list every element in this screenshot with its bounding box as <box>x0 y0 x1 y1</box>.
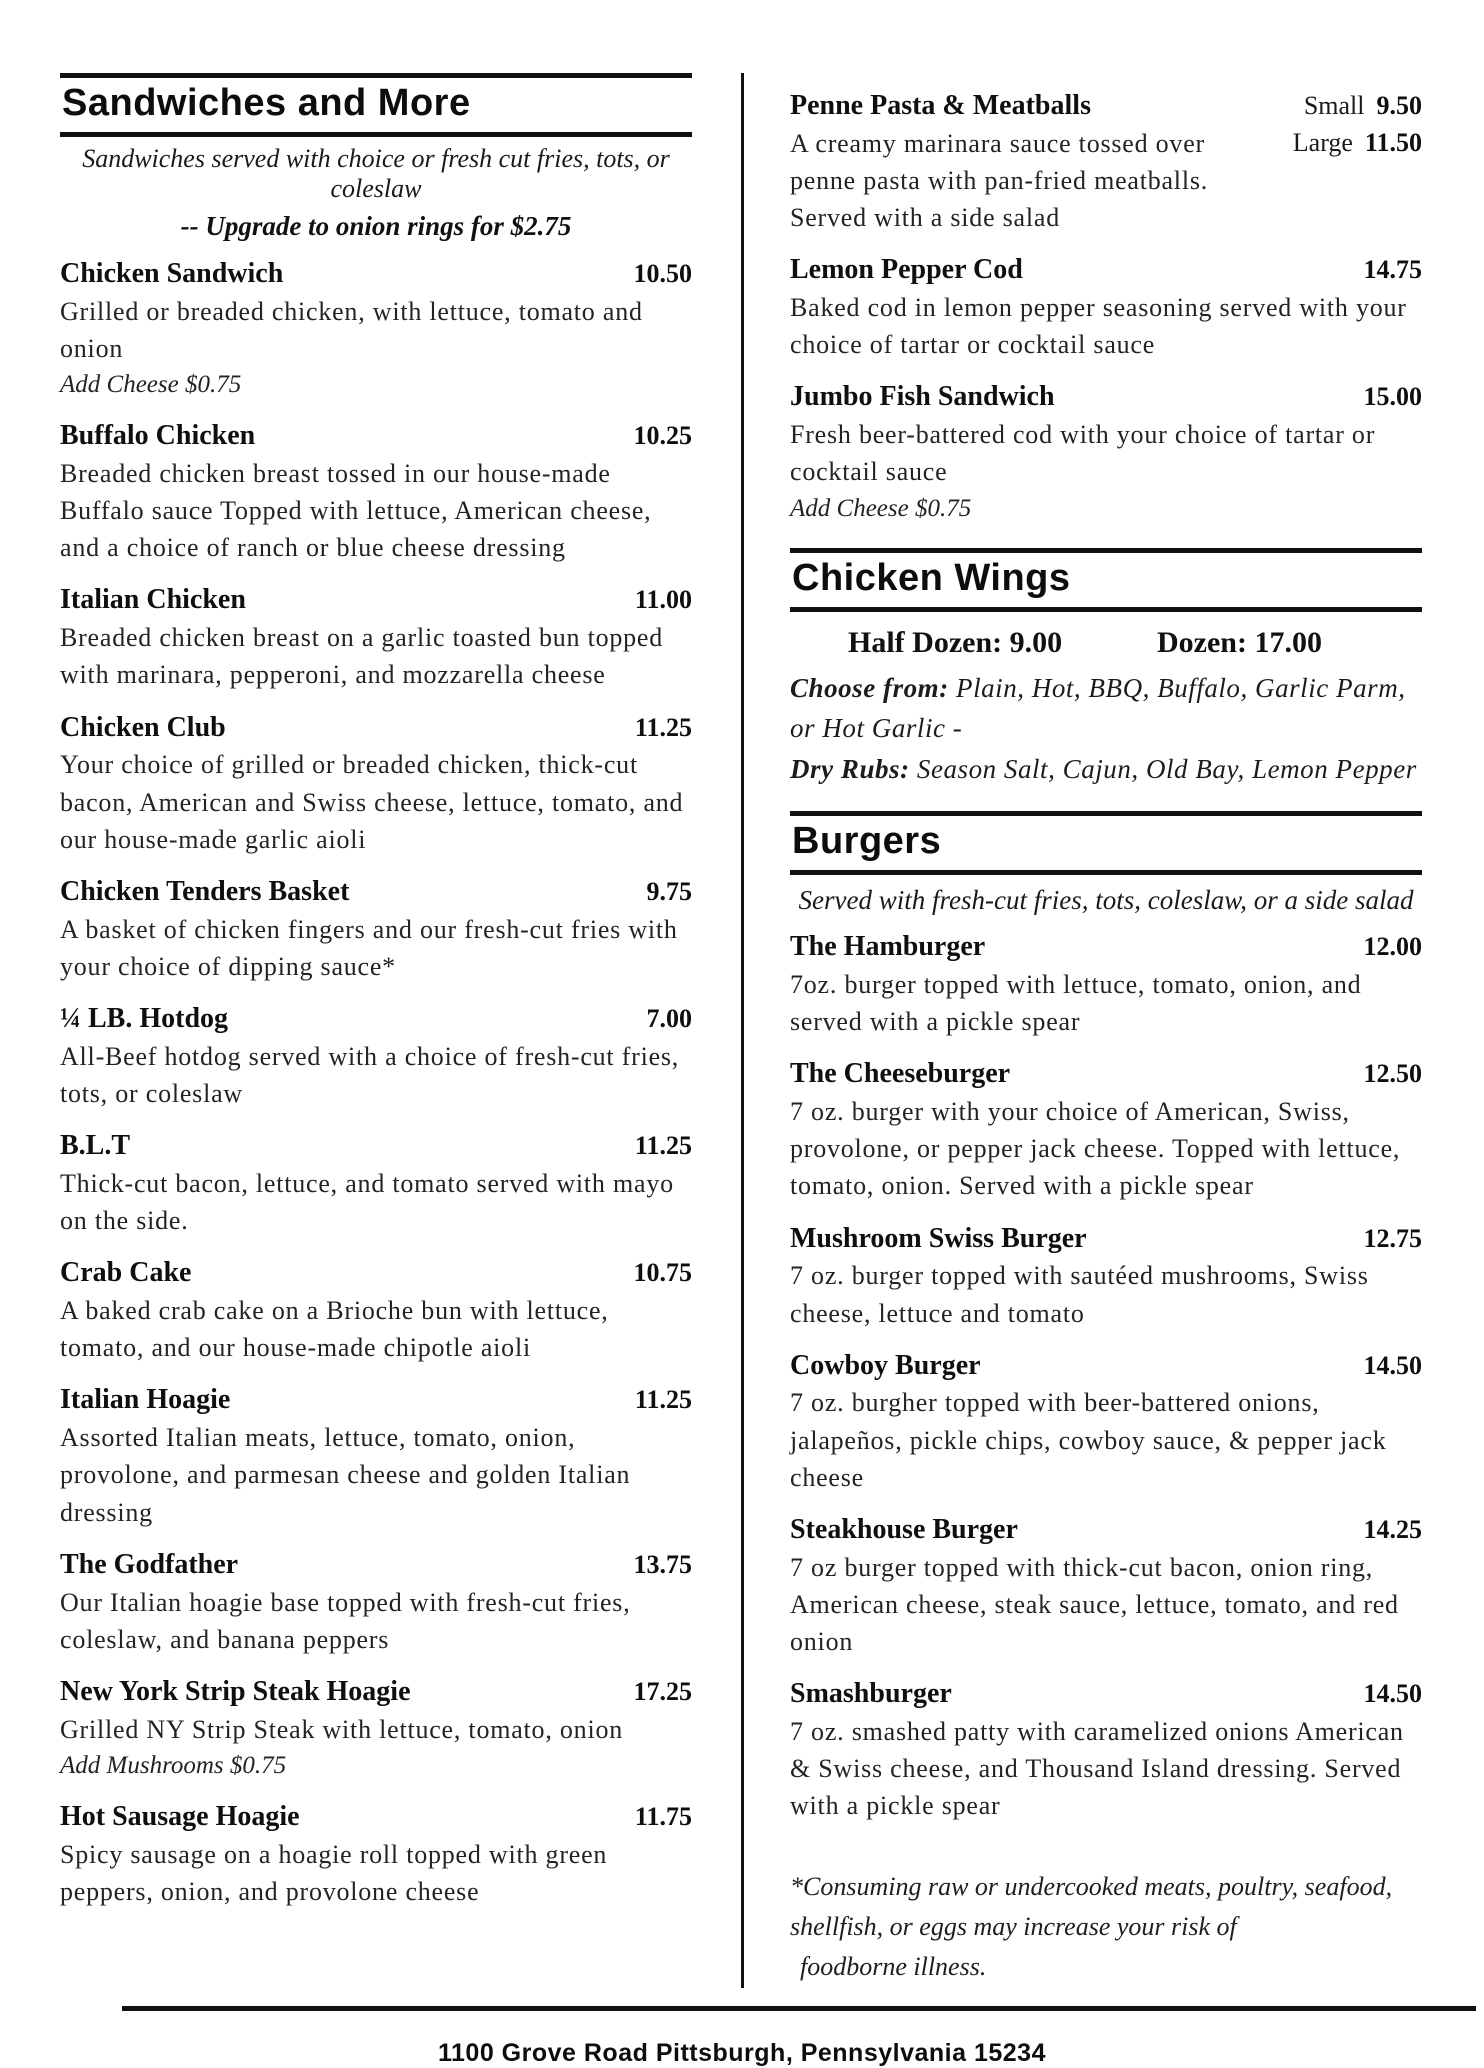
item-description: Baked cod in lemon pepper seasoning served with your choice of tartar or cocktail sauce <box>790 293 1407 360</box>
item-price: 12.00 <box>1363 932 1422 962</box>
menu-item-the-cheeseburger <box>790 1055 1422 1204</box>
column-divider <box>741 73 744 1988</box>
item-description: A basket of chicken fingers and our fresh-cut fries with your choice of dipping sauce* <box>60 914 678 981</box>
item-description: A baked crab cake on a Brioche bun with lettuce, tomato, and our house-made chipotle aioli <box>60 1296 609 1363</box>
menu-item-penne-pasta-meatballs <box>790 87 1422 236</box>
item-note: Add Cheese $0.75 <box>790 494 972 522</box>
item-name: B.L.T <box>60 1130 131 1162</box>
item-price: 11.25 <box>634 1385 692 1415</box>
item-price: 12.75 <box>1363 1223 1422 1253</box>
item-price: 12.50 <box>1363 1059 1422 1089</box>
item-name: Chicken Tenders Basket <box>60 875 350 907</box>
item-name: Italian Hoagie <box>60 1384 231 1416</box>
item-name: Chicken Club <box>60 711 226 743</box>
menu-item-chicken-tenders-basket <box>60 873 692 985</box>
wings-prices <box>790 612 1422 660</box>
item-price: 11.00 <box>634 585 692 615</box>
item-description: Thick-cut bacon, lettuce, and tomato served with mayo on the side. <box>60 1168 674 1236</box>
menu-item-ny-strip-steak-hoagie <box>60 1673 692 1783</box>
menu-item-hot-sausage-hoagie <box>60 1798 692 1910</box>
item-description: 7 oz burger topped with thick-cut bacon, onion ring, American cheese, steak sauce, lettuce, tomato, and red onion <box>790 1552 1399 1657</box>
item-name: Italian Chicken <box>60 584 246 616</box>
menu-item-italian-chicken <box>60 581 692 693</box>
left-column <box>60 73 692 1988</box>
menu-item-crab-cake <box>60 1254 692 1366</box>
item-name: Crab Cake <box>60 1257 192 1289</box>
section-title-sandwiches: Sandwiches and More <box>62 82 471 124</box>
item-description: Breaded chicken breast tossed in our house-made Buffalo sauce Topped with lettuce, American cheese, and a choice of ranch or blue cheese dressing <box>60 458 652 563</box>
wings-choose-options: Plain, Hot, BBQ, Buffalo, Garlic Parm, or Hot Garlic - <box>790 672 1406 744</box>
item-note: Add Mushrooms $0.75 <box>60 1751 287 1779</box>
item-description: All-Beef hotdog served with a choice of fresh-cut fries, tots, or coleslaw <box>60 1041 680 1109</box>
wings-choose-label: Choose from: <box>790 672 949 703</box>
item-price: 13.75 <box>633 1549 692 1579</box>
item-description: Spicy sausage on a hoagie roll topped with green peppers, onion, and provolone cheese <box>60 1839 608 1906</box>
item-description: 7 oz. burgher topped with beer-battered onions, jalapeños, pickle chips, cowboy sauce, & pepper jack cheese <box>790 1388 1387 1492</box>
restaurant-address: 1100 Grove Road Pittsburgh, Pennsylvania 15234 <box>438 2038 1046 2067</box>
item-description: A creamy marinara sauce tossed over penne pasta with pan-fried meatballs. Served with a side salad <box>790 128 1208 233</box>
size-label: Small <box>1303 91 1365 120</box>
section-rule-bottom <box>790 870 1422 875</box>
item-price: 7.00 <box>646 1004 692 1034</box>
item-price: 11.25 <box>634 712 692 742</box>
item-name: Chicken Sandwich <box>60 258 284 289</box>
sandwiches-subtitle: Sandwiches served with choice or fresh cut fries, tots, or coleslaw <box>82 144 670 203</box>
item-name: Hot Sausage Hoagie <box>60 1800 300 1832</box>
item-description: Assorted Italian meats, lettuce, tomato, onion, provolone, and parmesan cheese and golden Italian dressing <box>60 1423 631 1527</box>
size-price: 11.50 <box>1364 127 1422 157</box>
sandwiches-upgrade-note: -- Upgrade to onion rings for $2.75 <box>180 211 572 241</box>
item-description: Grilled or breaded chicken, with lettuce, tomato and onion <box>60 296 643 363</box>
item-name: The Cheeseburger <box>790 1058 1011 1090</box>
disclaimer-line: shellfish, or eggs may increase your risk of <box>790 1911 1237 1941</box>
item-price: 9.75 <box>646 876 692 906</box>
footer-rule <box>122 2006 1476 2011</box>
item-description: Your choice of grilled or breaded chicken, thick-cut bacon, American and Swiss cheese, lettuce, tomato, and our house-made garlic aioli <box>60 750 684 854</box>
right-column <box>790 73 1422 1988</box>
item-name: Jumbo Fish Sandwich <box>790 381 1055 413</box>
item-price: 10.75 <box>633 1258 692 1288</box>
item-name: The Hamburger <box>790 931 986 963</box>
section-rule-bottom <box>60 132 692 137</box>
allergy-disclaimer <box>790 1867 1422 1988</box>
item-price: 11.25 <box>634 1131 692 1161</box>
item-description: Breaded chicken breast on a garlic toasted bun topped with marinara, pepperoni, and mozzarella cheese <box>60 623 664 690</box>
wings-dry-rubs-label: Dry Rubs: <box>790 753 910 784</box>
disclaimer-line: foodborne illness. <box>800 1952 987 1982</box>
menu-item-chicken-sandwich <box>60 255 692 402</box>
section-burgers <box>790 811 1422 1825</box>
item-size-small <box>1304 91 1422 121</box>
item-price: 10.50 <box>633 259 692 288</box>
item-description: 7 oz. smashed patty with caramelized onions American & Swiss cheese, and Thousand Island dressing. Served with a pickle spear <box>790 1717 1404 1821</box>
menu-item-buffalo-chicken <box>60 417 692 566</box>
wings-dry-rubs-options: Season Salt, Cajun, Old Bay, Lemon Pepper <box>909 753 1417 784</box>
item-name: Mushroom Swiss Burger <box>790 1222 1087 1254</box>
item-description: Grilled NY Strip Steak with lettuce, tomato, onion <box>60 1714 624 1744</box>
menu-item-the-hamburger <box>790 928 1422 1040</box>
item-name: Penne Pasta & Meatballs <box>790 90 1091 121</box>
wings-dozen-price: Dozen: 17.00 <box>1157 625 1322 659</box>
size-label: Large <box>1292 127 1353 157</box>
menu-item-mushroom-swiss-burger <box>790 1220 1422 1332</box>
item-price: 15.00 <box>1363 382 1422 412</box>
item-name: Smashburger <box>790 1678 952 1710</box>
section-chicken-wings <box>790 548 1422 790</box>
item-price: 14.50 <box>1363 1679 1422 1709</box>
wings-dry-rubs <box>790 749 1422 790</box>
menu-item-quarter-lb-hotdog <box>60 1000 692 1112</box>
item-description: 7 oz. burger topped with sautéed mushrooms, Swiss cheese, lettuce and tomato <box>790 1261 1369 1328</box>
item-name: Cowboy Burger <box>790 1349 981 1381</box>
wings-choose-from <box>790 668 1422 749</box>
item-description: Fresh beer-battered cod with your choice of tartar or cocktail sauce <box>790 420 1376 487</box>
wings-half-dozen-price: Half Dozen: 9.00 <box>848 625 1063 659</box>
menu-item-the-godfather <box>60 1546 692 1658</box>
item-price: 17.25 <box>633 1676 692 1706</box>
item-price: 14.75 <box>1363 255 1422 285</box>
item-description: 7oz. burger topped with lettuce, tomato, onion, and served with a pickle spear <box>790 969 1362 1037</box>
item-price: 11.75 <box>634 1801 692 1831</box>
menu-item-italian-hoagie <box>60 1381 692 1530</box>
menu-item-jumbo-fish-sandwich <box>790 378 1422 525</box>
size-price: 9.50 <box>1376 91 1422 120</box>
menu-item-blt <box>60 1127 692 1239</box>
section-title-burgers: Burgers <box>792 820 942 863</box>
section-title-chicken-wings: Chicken Wings <box>792 556 1071 599</box>
menu-item-chicken-club <box>60 709 692 858</box>
item-price: 10.25 <box>633 421 692 451</box>
item-price: 14.25 <box>1363 1515 1422 1544</box>
item-name: Lemon Pepper Cod <box>790 254 1023 286</box>
item-name: New York Strip Steak Hoagie <box>60 1675 411 1707</box>
item-name: Buffalo Chicken <box>60 420 256 452</box>
menu-item-lemon-pepper-cod <box>790 251 1422 363</box>
burgers-subtitle: Served with fresh-cut fries, tots, coleslaw, or a side salad <box>798 885 1414 916</box>
item-description: 7 oz. burger with your choice of American, Swiss, provolone, or pepper jack cheese. Topped with lettuce, tomato, onion. Served with a pickle spear <box>790 1097 1401 1201</box>
item-description: Our Italian hoagie base topped with fresh-cut fries, coleslaw, and banana peppers <box>60 1587 631 1654</box>
item-name: ¼ LB. Hotdog <box>60 1003 229 1035</box>
disclaimer-line: *Consuming raw or undercooked meats, poultry, seafood, <box>790 1871 1393 1901</box>
menu-item-steakhouse-burger <box>790 1511 1422 1660</box>
item-name: Steakhouse Burger <box>790 1514 1018 1545</box>
menu-item-cowboy-burger <box>790 1347 1422 1496</box>
menu-item-smashburger <box>790 1675 1422 1824</box>
item-price: 14.50 <box>1363 1350 1422 1380</box>
item-size-large <box>1293 128 1422 158</box>
item-note: Add Cheese $0.75 <box>60 371 242 399</box>
item-name: The Godfather <box>60 1548 239 1580</box>
